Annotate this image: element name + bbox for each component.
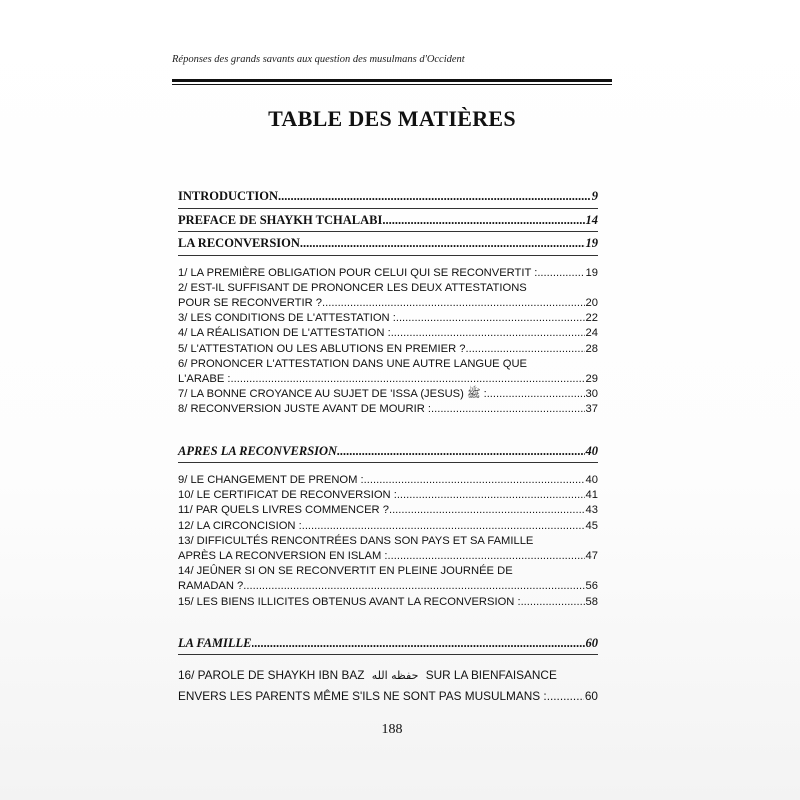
toc-page-number: 45 <box>585 519 598 532</box>
toc-entry-line: 2/ EST-IL SUFFISANT DE PRONONCER LES DEUX ATTESTATIONS <box>178 281 527 294</box>
leader-dots <box>231 372 585 387</box>
toc-entry-4[interactable] <box>178 326 598 341</box>
toc-page-number: 60 <box>585 635 598 650</box>
toc-entry-7[interactable] <box>178 387 598 402</box>
leader-dots <box>252 632 585 655</box>
toc-entry-label: APRÈS LA RECONVERSION EN ISLAM : <box>178 550 388 563</box>
leader-dots <box>396 311 585 326</box>
toc-entry-14[interactable] <box>178 564 598 594</box>
header-rule-thick <box>172 79 612 82</box>
toc-section-label: INTRODUCTION <box>178 189 279 203</box>
toc-entry-15[interactable] <box>178 595 598 610</box>
leader-dots <box>337 440 584 463</box>
toc-entry-label: 7/ LA BONNE CROYANCE AU SUJET DE 'ISSA (JESUS) ﷺ : <box>178 388 487 401</box>
toc-section-label: LA FAMILLE <box>178 635 252 650</box>
leader-dots <box>243 579 584 594</box>
toc-page-number: 56 <box>585 580 598 593</box>
toc-entry-11[interactable] <box>178 503 598 518</box>
leader-dots <box>391 326 585 341</box>
toc-page-number: 29 <box>585 372 598 385</box>
table-of-contents <box>178 185 598 706</box>
toc-entry-label: 4/ LA RÉALISATION DE L'ATTESTATION : <box>178 327 391 340</box>
toc-entry-line: SUR LA BIENFAISANCE <box>425 668 557 683</box>
toc-entry-line: 16/ PAROLE DE SHAYKH IBN BAZ <box>178 668 365 683</box>
toc-entry-label: 10/ LE CERTIFICAT DE RECONVERSION : <box>178 489 397 502</box>
toc-page-number: 43 <box>585 504 598 517</box>
toc-entry-13[interactable] <box>178 534 598 564</box>
toc-page-number: 20 <box>585 296 598 309</box>
toc-entry-label: 9/ LE CHANGEMENT DE PRENOM : <box>178 474 364 487</box>
toc-section-label: PREFACE DE SHAYKH TCHALABI <box>178 212 383 227</box>
toc-section-apres-reconversion[interactable] <box>178 440 598 464</box>
toc-entry-10[interactable] <box>178 488 598 503</box>
toc-section-famille[interactable] <box>178 632 598 656</box>
toc-entry-5[interactable] <box>178 342 598 357</box>
toc-section-label: APRES LA RECONVERSION <box>178 443 338 458</box>
header-rule-thin <box>172 84 612 85</box>
page-number: 188 <box>381 722 403 737</box>
toc-entry-12[interactable] <box>178 519 598 534</box>
leader-dots <box>300 232 585 255</box>
toc-section-introduction[interactable] <box>178 185 598 209</box>
toc-entry-9[interactable] <box>178 473 598 488</box>
toc-entry-8[interactable] <box>178 402 598 417</box>
leader-dots <box>322 296 585 311</box>
toc-entry-6[interactable] <box>178 357 598 387</box>
running-header: Réponses des grands savants aux question des musulmans d'Occident <box>172 54 465 65</box>
toc-entry-line: 6/ PRONONCER L'ATTESTATION DANS UNE AUTRE LANGUE QUE <box>178 357 527 370</box>
page-title: TABLE DES MATIÈRES <box>268 106 516 131</box>
toc-page-number: 22 <box>585 312 598 325</box>
toc-entry-label: 8/ RECONVERSION JUSTE AVANT DE MOURIR : <box>178 403 431 416</box>
toc-section-preface[interactable] <box>178 209 598 233</box>
toc-entry-1[interactable] <box>178 266 598 281</box>
toc-page-number: 40 <box>585 443 598 458</box>
toc-entry-3[interactable] <box>178 311 598 326</box>
leader-dots <box>547 686 584 706</box>
toc-entry-label: 12/ LA CIRCONCISION : <box>178 519 302 532</box>
toc-entry-label: 3/ LES CONDITIONS DE L'ATTESTATION : <box>178 312 396 325</box>
toc-page-number: 60 <box>584 689 598 704</box>
toc-page-number: 19 <box>585 236 598 250</box>
toc-entry-label: 1/ LA PREMIÈRE OBLIGATION POUR CELUI QUI SE RECONVERTIT : <box>178 266 538 279</box>
leader-dots <box>388 549 585 564</box>
toc-page-number: 24 <box>585 327 598 340</box>
toc-entry-line: 14/ JEÛNER SI ON SE RECONVERTIT EN PLEINE JOURNÉE DE <box>178 565 513 578</box>
leader-dots <box>487 387 585 402</box>
leader-dots <box>465 342 584 357</box>
leader-dots <box>302 519 585 534</box>
leader-dots <box>537 266 584 281</box>
leader-dots <box>278 185 591 208</box>
leader-dots <box>364 473 585 488</box>
toc-entry-label: 15/ LES BIENS ILLICITES OBTENUS AVANT LA RECONVERSION : <box>178 595 521 608</box>
toc-page-number: 14 <box>585 212 598 227</box>
toc-entry-line: 13/ DIFFICULTÉS RENCONTRÉES DANS SON PAYS ET SA FAMILLE <box>178 534 534 547</box>
toc-entry-label: ENVERS LES PARENTS MÊME S'ILS NE SONT PAS MUSULMANS : <box>178 689 547 704</box>
toc-section-reconversion[interactable] <box>178 232 598 256</box>
toc-page-number: 28 <box>585 342 598 355</box>
leader-dots <box>382 209 584 232</box>
leader-dots <box>389 503 585 518</box>
leader-dots <box>431 402 585 417</box>
arabic-honorific: حفظه الله <box>371 669 419 683</box>
toc-section-label: LA RECONVERSION <box>178 236 300 250</box>
leader-dots <box>521 595 585 610</box>
toc-page-number: 58 <box>585 595 598 608</box>
toc-entry-label: RAMADAN ? <box>178 580 244 593</box>
toc-entry-label: 5/ L'ATTESTATION OU LES ABLUTIONS EN PREMIER ? <box>178 342 466 355</box>
toc-entry-label: L'ARABE : <box>178 372 231 385</box>
toc-page-number: 9 <box>591 189 598 203</box>
toc-page-number: 40 <box>585 474 598 487</box>
toc-page-number: 37 <box>585 403 598 416</box>
toc-page-number: 19 <box>585 266 598 279</box>
toc-page-number: 30 <box>585 388 598 401</box>
toc-entry-label: POUR SE RECONVERTIR ? <box>178 296 323 309</box>
toc-entry-16[interactable] <box>178 665 598 706</box>
toc-page-number: 47 <box>585 550 598 563</box>
toc-entry-label: 11/ PAR QUELS LIVRES COMMENCER ? <box>178 504 389 517</box>
toc-page-number: 41 <box>585 489 598 502</box>
leader-dots <box>397 488 585 503</box>
toc-entry-2[interactable] <box>178 281 598 311</box>
